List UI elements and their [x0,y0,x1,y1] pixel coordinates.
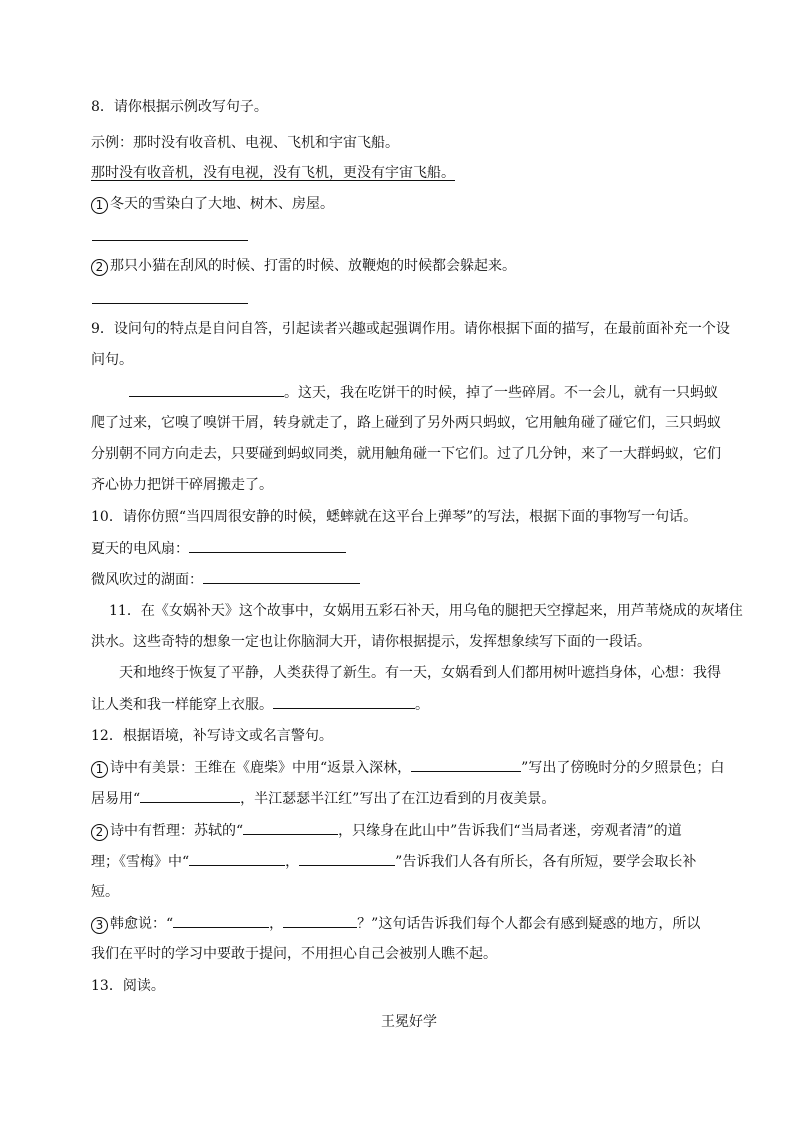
q12-blank-6[interactable] [173,913,269,928]
q8-title: 8．请你根据示例改写句子。 [91,99,268,115]
q8-example: 示例：那时没有收音机、电视、飞机和宇宙飞船。 [91,135,399,151]
q12-item-2-text-b: ，只缘身在此山中”告诉我们“当局者迷，旁观者清”的道 [338,823,682,839]
q10-answer-blank-2[interactable] [203,569,360,584]
q11-answer-blank[interactable] [273,694,415,709]
q12-item-3-line-2: 我们在平时的学习中要敢于提问，不用担心自己会被别人瞧不起。 [91,946,497,962]
q8-answer-line-1[interactable] [92,240,248,241]
q12-blank-7[interactable] [283,913,357,928]
q9-passage-line-3: 分别朝不同方向走去，只要碰到蚂蚁同类，就用触角碰一下它们。过了几分钟，来了一大群蚂蚁，它们 [91,446,721,462]
q10-item-2-label: 微风吹过的湖面： [91,572,203,588]
q12-item-2-text-a: 诗中有哲理：苏轼的“ [110,823,244,839]
q12-item-1-line-2 [91,788,555,809]
q13-title: 13．阅读。 [91,978,165,994]
q10-item-1 [91,538,346,559]
q12-item-2-line-1 [91,820,682,841]
q10-title: 10．请你仿照“当四周很安静的时候，蟋蟀就在这平台上弹琴”的写法，根据下面的事物写一句话。 [91,509,698,525]
q9-passage-line-4: 齐心协力把饼干碎屑搬走了。 [91,477,273,493]
q9-stem-line-1: 9．设问句的特点是自问自答，引起读者兴趣或起强调作用。请你根据下面的描写，在最前面补充一个设 [91,321,730,337]
passage-title: 王冕好学 [381,1014,437,1030]
q10-item-1-label: 夏天的电风扇： [91,541,189,557]
q12-item-3-text-b: ？”这句话告诉我们每个人都会有感到疑惑的地方，所以 [357,916,701,932]
q8-example-answer: 那时没有收音机，没有电视，没有飞机，更没有宇宙飞船。 [91,165,455,181]
q11-passage-line-1: 天和地终于恢复了平静，人类获得了新生。有一天，女娲看到人们都用树叶遮挡身体，心想：我得 [119,665,721,681]
q8-item-1 [91,194,334,214]
q11-passage-prefix: 让人类和我一样能穿上衣服。 [91,697,273,713]
q12-item-1-line-1 [91,757,724,778]
q10-item-2 [91,569,360,590]
q9-passage-line-2: 爬了过来，它嗅了嗅饼干屑，转身就走了，路上碰到了另外两只蚂蚁，它用触角碰了碰它们，三只蚂蚁 [91,415,721,431]
q9-stem-line-2: 问句。 [91,352,133,368]
q12-item-3-text-a: 韩愈说：“ [110,916,174,932]
q9-passage-line-1 [129,382,718,403]
q12-item-3-line-1 [91,913,700,934]
q8-answer-line-2[interactable] [92,303,248,304]
q12-title: 12．根据语境，补写诗文或名言警句。 [91,728,333,744]
circled-number-2: 2 [91,259,108,276]
q12-item-2-text-c: 理；《雪梅》中“ [91,854,190,870]
q12-item-1-text-c: 居易用“ [91,791,141,807]
q8-item-2 [91,256,516,276]
circled-number-1: 1 [91,761,108,778]
q12-blank-1[interactable] [411,757,521,772]
q11-passage-suffix: 。 [415,697,429,713]
q9-answer-blank[interactable] [129,382,284,397]
q12-item-2-text-d: ”告诉我们人各有所长，各有所短，要学会取长补 [395,854,697,870]
circled-number-2: 2 [91,824,108,841]
q12-item-1-text-a: 诗中有美景：王维在《鹿柴》中用“返景入深林， [110,760,412,776]
q12-item-2-line-2 [91,851,696,872]
q12-blank-5[interactable] [299,851,395,866]
q11-passage-line-2 [91,694,429,715]
q12-item-3-comma: ， [269,916,284,932]
q9-passage-text-1: 。这天，我在吃饼干的时候，掉了一些碎屑。不一会儿，就有一只蚂蚁 [284,385,718,401]
q12-blank-4[interactable] [189,851,285,866]
q12-item-1-text-b: ”写出了傍晚时分的夕照景色；白 [521,760,725,776]
circled-number-1: 1 [91,197,108,214]
q12-item-1-text-d: ，半江瑟瑟半江红”写出了在江边看到的月夜美景。 [240,791,556,807]
q12-blank-3[interactable] [243,820,338,835]
q8-item-1-text: 冬天的雪染白了大地、树木、房屋。 [110,196,334,212]
q12-item-2-comma: ， [285,854,300,870]
q11-stem-line-2: 洪水。这些奇特的想象一定也让你脑洞大开，请你根据提示，发挥想象续写下面的一段话。 [91,634,651,650]
q12-item-2-line-3: 短。 [91,884,119,900]
circled-number-3: 3 [91,917,108,934]
q10-answer-blank-1[interactable] [189,538,346,553]
q12-blank-2[interactable] [140,788,240,803]
q8-item-2-text: 那只小猫在刮风的时候、打雷的时候、放鞭炮的时候都会躲起来。 [110,258,516,274]
q11-stem-line-1: 11．在《女娲补天》这个故事中，女娲用五彩石补天，用乌龟的腿把天空撑起来，用芦苇烧成的灰堵住 [109,603,743,619]
